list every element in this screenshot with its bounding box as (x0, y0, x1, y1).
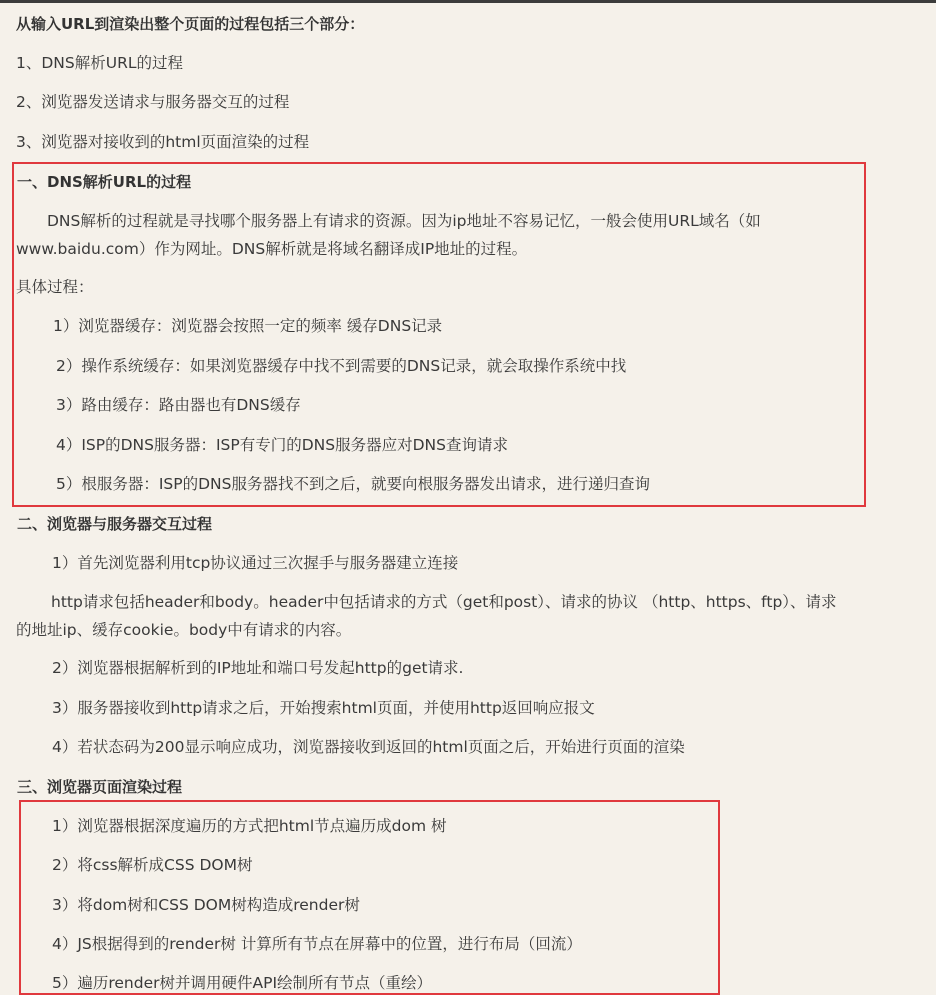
section3-step-4: 4）JS根据得到的render树 计算所有节点在屏幕中的位置，进行布局（回流） (52, 935, 582, 953)
section2-paragraph: http请求包括header和body。header中包括请求的方式（get和post）、请求的协议 （http、https、ftp）、请求的地址ip、缓存cookie。body中有请求的内容。 (16, 593, 837, 639)
section2-step-1: 1）首先浏览器利用tcp协议通过三次握手与服务器建立连接 (52, 554, 459, 572)
section3-step-2: 2）将css解析成CSS DOM树 (52, 856, 253, 874)
section2-step-4: 4）若状态码为200显示响应成功，浏览器接收到返回的html页面之后，开始进行页面的渲染 (52, 738, 685, 756)
section2-step-2: 2）浏览器根据解析到的IP地址和端口号发起http的get请求. (52, 659, 464, 677)
intro-item-1: 1、DNS解析URL的过程 (16, 54, 183, 72)
section2-heading: 二、浏览器与服务器交互过程 (17, 515, 213, 533)
section1-step-2: 2）操作系统缓存：如果浏览器缓存中找不到需要的DNS记录，就会取操作系统中找 (56, 357, 627, 375)
intro-title: 从输入URL到渲染出整个页面的过程包括三个部分： (16, 15, 365, 33)
section1-step-3: 3）路由缓存：路由器也有DNS缓存 (56, 396, 301, 414)
section1-step-5: 5）根服务器：ISP的DNS服务器找不到之后，就要向根服务器发出请求，进行递归查询 (56, 475, 650, 493)
section1-subheading: 具体过程： (16, 278, 94, 296)
top-border (0, 0, 936, 3)
section3-step-3: 3）将dom树和CSS DOM树构造成render树 (52, 896, 360, 914)
section3-heading: 三、浏览器页面渲染过程 (17, 778, 183, 796)
section1-step-4: 4）ISP的DNS服务器：ISP有专门的DNS服务器应对DNS查询请求 (56, 436, 508, 454)
intro-item-3: 3、浏览器对接收到的html页面渲染的过程 (16, 133, 310, 151)
section3-step-1: 1）浏览器根据深度遍历的方式把html节点遍历成dom 树 (52, 817, 447, 835)
intro-item-2: 2、浏览器发送请求与服务器交互的过程 (16, 93, 290, 111)
section3-step-5: 5）遍历render树并调用硬件API绘制所有节点（重绘） (52, 974, 433, 992)
section1-step-1: 1）浏览器缓存：浏览器会按照一定的频率 缓存DNS记录 (53, 317, 443, 335)
section1-heading: 一、DNS解析URL的过程 (17, 173, 192, 191)
section2-step-3: 3）服务器接收到http请求之后，开始搜索html页面，并使用http返回响应报文 (52, 699, 595, 717)
section1-paragraph: DNS解析的过程就是寻找哪个服务器上有请求的资源。因为ip地址不容易记忆，一般会使用URL域名（如www.baidu.com）作为网址。DNS解析就是将域名翻译成IP地址的过程。 (16, 212, 761, 258)
